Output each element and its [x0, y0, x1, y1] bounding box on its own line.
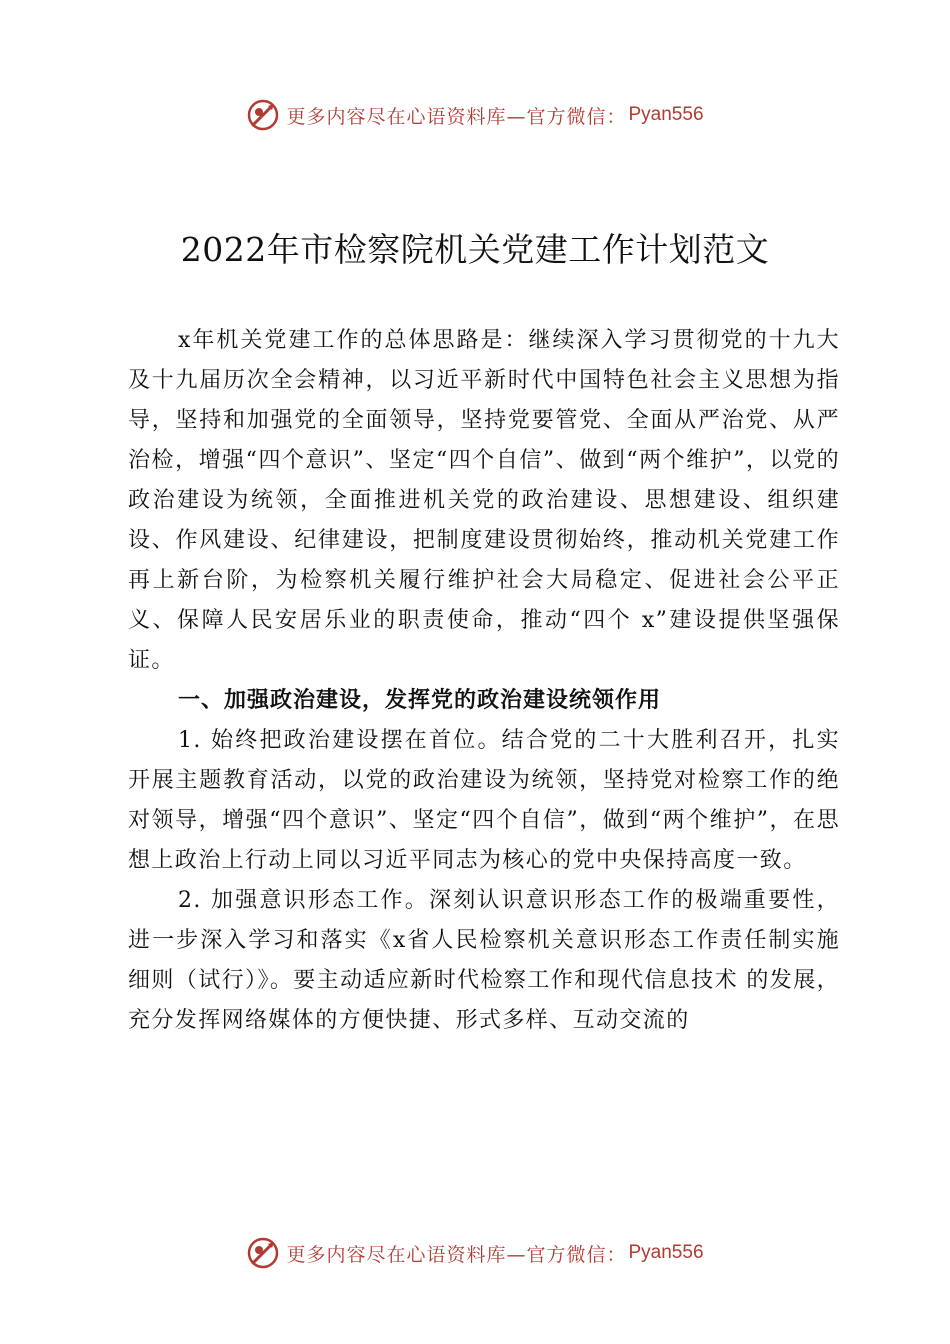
intro-paragraph: x年机关党建工作的总体思路是：继续深入学习贯彻党的十九大及十九届历次全会精神，以习近平新时代中国特色社会主义思想为指导，坚持和加强党的全面领导，坚持党要管党、全面从严治党、从严治检，增强“四个意识”、坚定“四个自信”、做到“两个维护”，以党的政治建设为统领，全面推进机关党的政治建设、思想建设、组织建设、作风建设、纪律建设，把制度建设贯彻始终，推动机关党建工作再上新台阶，为检察机关履行维护社会大局稳定、促进社会公平正义、保障人民安居乐业的职责使命，推动“四个 x”建设提供坚强保证。: [128, 328, 840, 673]
watermark-logo-icon: [246, 1236, 280, 1270]
watermark-text: 更多内容尽在心语资料库—官方微信：: [286, 105, 627, 128]
item-2-paragraph: 2. 加强意识形态工作。深刻认识意识形态工作的极端重要性，进一步深入学习和落实《x省人民检察机关意识形态工作责任制实施细则（试行）》。要主动适应新时代检察工作和现代信息技术 的发展，充分发挥网络媒体的方便快捷、形式多样、互动交流的: [128, 888, 840, 1033]
header-watermark: [0, 95, 950, 135]
document-title: 2022年市检察院机关党建工作计划范文: [180, 230, 770, 269]
document-body: [128, 321, 840, 1041]
watermark-logo-icon: [246, 98, 280, 132]
watermark-text: 更多内容尽在心语资料库—官方微信：: [286, 1243, 627, 1266]
watermark-wechat-id: Pyan556: [628, 1242, 704, 1263]
section-heading: 一、加强政治建设，发挥党的政治建设统领作用: [178, 688, 662, 713]
footer-watermark: [0, 1233, 950, 1273]
watermark-wechat-id: Pyan556: [628, 104, 704, 125]
item-1-paragraph: 1. 始终把政治建设摆在首位。结合党的二十大胜利召开，扎实开展主题教育活动，以党的政治建设为统领，坚持党对检察工作的绝对领导，增强“四个意识”、坚定“四个自信”，做到“两个维护”，在思想上政治上行动上同以习近平同志为核心的党中央保持高度一致。: [128, 728, 840, 873]
